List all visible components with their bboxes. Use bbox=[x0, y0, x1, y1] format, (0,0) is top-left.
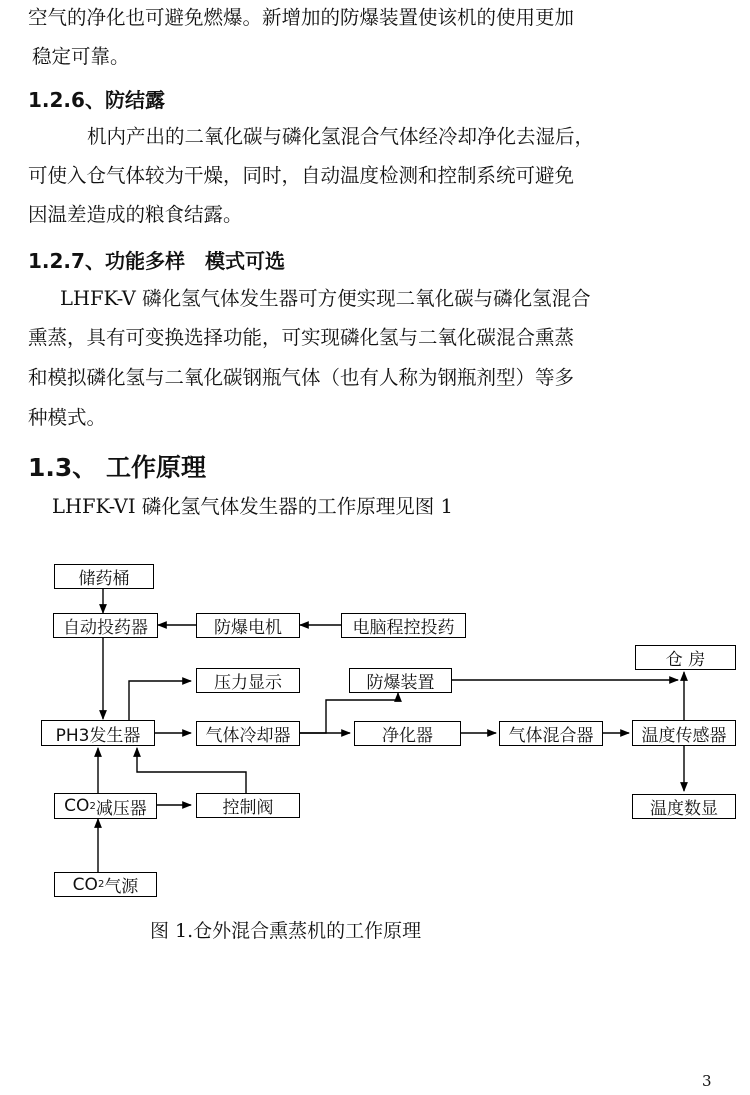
section-heading-1-3: 1.3、 工作原理 bbox=[28, 453, 206, 482]
box-gas-cooler: 气体冷却器 bbox=[196, 721, 300, 746]
paragraph-line: 种模式。 bbox=[28, 406, 107, 429]
box-purifier: 净化器 bbox=[354, 721, 461, 746]
box-explosion-proof-motor: 防爆电机 bbox=[196, 613, 300, 638]
paragraph-line: LHFK-V 磷化氢气体发生器可方便实现二氧化碳与磷化氢混合 bbox=[60, 287, 591, 310]
box-pc-control: 电脑程控投药 bbox=[341, 613, 466, 638]
box-co2-reducer: CO 2 减压器 bbox=[54, 793, 157, 819]
section-heading-1-2-6: 1.2.6、防结露 bbox=[28, 88, 165, 112]
paragraph-line: 稳定可靠。 bbox=[32, 45, 130, 68]
box-pressure-display: 压力显示 bbox=[196, 668, 300, 693]
box-control-valve: 控制阀 bbox=[196, 793, 300, 818]
box-gas-mixer: 气体混合器 bbox=[499, 721, 603, 746]
box-auto-dispenser: 自动投药器 bbox=[53, 613, 158, 638]
paragraph-line: 机内产出的二氧化碳与磷化氢混合气体经冷却净化去湿后， bbox=[87, 125, 595, 148]
box-temp-sensor: 温度传感器 bbox=[632, 720, 736, 746]
box-warehouse: 仓 房 bbox=[635, 645, 736, 670]
box-storage-bucket: 储药桶 bbox=[54, 564, 154, 589]
box-temp-display: 温度数显 bbox=[632, 794, 736, 819]
paragraph-line: 熏蒸，具有可变换选择功能，可实现磷化氢与二氧化碳混合熏蒸 bbox=[28, 326, 575, 349]
paragraph-line: 因温差造成的粮食结露。 bbox=[28, 203, 243, 226]
arrow-generator-to-pressure bbox=[129, 681, 191, 721]
box-co2-source: CO 2 气源 bbox=[54, 872, 157, 897]
section-heading-1-2-7: 1.2.7、功能多样 模式可选 bbox=[28, 249, 285, 273]
paragraph-line: 空气的净化也可避免燃爆。新增加的防爆装置使该机的使用更加 bbox=[28, 6, 575, 29]
box-explosion-proof-device: 防爆装置 bbox=[349, 668, 452, 693]
page-number: 3 bbox=[702, 1072, 712, 1090]
paragraph-line: LHFK-VI 磷化氢气体发生器的工作原理见图 1 bbox=[52, 495, 453, 518]
box-ph3-generator: PH3发生器 bbox=[41, 720, 155, 746]
figure-caption: 图 1.仓外混合熏蒸机的工作原理 bbox=[150, 920, 422, 942]
arrow-valve-to-generator bbox=[137, 748, 246, 793]
paragraph-line: 和模拟磷化氢与二氧化碳钢瓶气体（也有人称为钢瓶剂型）等多 bbox=[28, 366, 575, 389]
paragraph-line: 可使入仓气体较为干燥，同时，自动温度检测和控制系统可避免 bbox=[28, 164, 575, 187]
